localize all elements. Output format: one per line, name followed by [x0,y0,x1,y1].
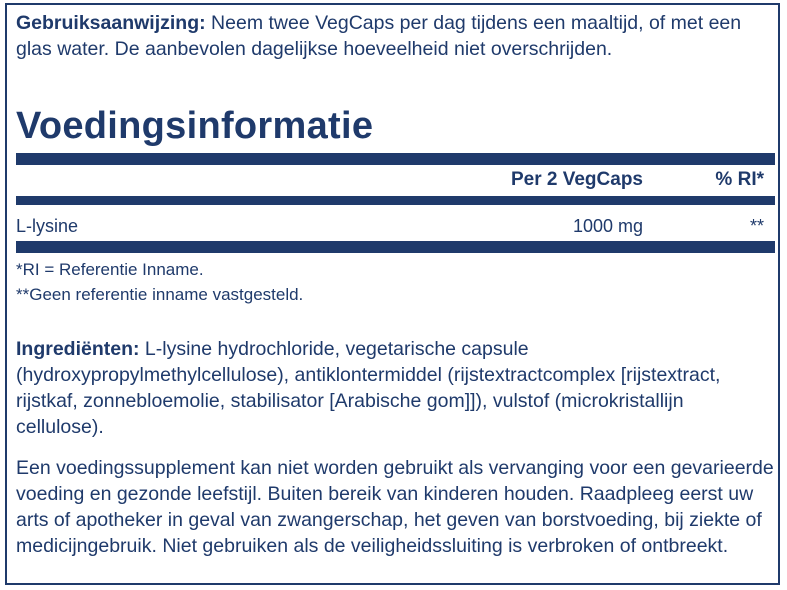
nutrient-ri: ** [749,216,764,236]
nutrient-amount: 1000 mg [572,216,643,236]
footnote-no-ri: **Geen referentie inname vastgesteld. [16,285,304,304]
ingredients-text: L-lysine hydrochloride, vegetarische capsule (hydroxypropylmethylcellulose), antiklontermiddel (rijstextractcomplex [rijstextract, rijstkaf, zonnebloemolie, stabilisator [Arabische gom]]), vulstof (microkristallijn cellulose). [16,338,721,438]
warning-text: Een voedingssupplement kan niet worden gebruikt als vervanging voor een gevarieerde voeding en gezonde leefstijl. Buiten bereik van kinderen houden. Raadpleeg eerst uw arts of apotheker in geval van zwangerschap, het geven van borstvoeding, bij ziekte of medicijngebruik. Niet gebruiken als de veiligheidssluiting is verbroken of ontbreekt. [16,457,774,557]
table-header-bar [16,196,775,205]
table-bottom-bar [16,241,775,253]
ingredients-block [16,336,776,440]
column-header-ri: % RI* [715,169,764,190]
nutrition-title: Voedingsinformatie [16,105,374,147]
nutrient-name: L-lysine [16,216,79,236]
usage-instructions [16,10,776,62]
column-header-amount: Per 2 VegCaps [510,169,643,190]
usage-heading: Gebruiksaanwijzing: [16,12,206,34]
usage-text: Neem twee VegCaps per dag tijdens een maaltijd, of met een glas water. De aanbevolen dagelijkse hoeveelheid niet overschrijden. [16,12,742,60]
table-top-bar [16,153,775,165]
footnote-ri: *RI = Referentie Inname. [16,260,204,279]
ingredients-heading: Ingrediënten: [16,338,140,360]
supplement-label [5,3,780,585]
